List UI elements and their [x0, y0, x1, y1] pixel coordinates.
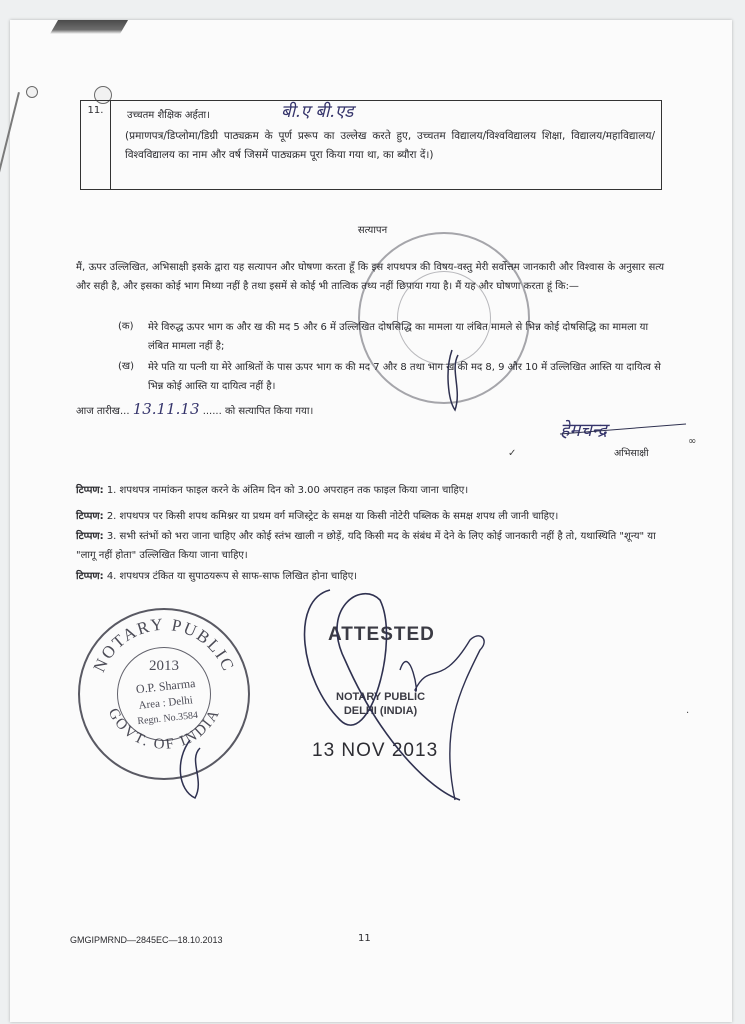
note-tag: टिप्पण: — [76, 511, 104, 522]
attestation-date: 13 NOV 2013 — [312, 740, 439, 761]
handwritten-qualification: बी.ए बी.एड — [281, 102, 354, 122]
note-2 — [76, 507, 664, 526]
date-prefix: आज तारीख — [76, 406, 120, 417]
verification-date-line: आज तारीख... 13.11.13 ...... को सत्यापित किया गया। — [76, 400, 314, 418]
seal-area: Area : Delhi — [138, 694, 194, 712]
seal-year: 2013 — [149, 658, 179, 674]
faded-seal-inner-ring — [397, 271, 491, 365]
item-label: उच्चतम शैक्षिक अर्हता। — [127, 110, 210, 121]
attestation-notary-label — [336, 690, 425, 718]
seal-top-text: NOTARY PUBLIC — [89, 614, 239, 675]
note-text: 2. शपथपत्र पर किसी शपथ कमिश्नर या प्रथम वर्ग मजिस्ट्रेट के समक्ष या किसी नोटेरी पब्लिक के समक्ष शपथ ली जानी चाहिए। — [106, 511, 559, 522]
note-1 — [76, 481, 664, 500]
note-3 — [76, 527, 664, 565]
clause-kha-text: मेरे पति या पत्नी या मेरे आश्रितों के पास ऊपर भाग क की मद 7 और 8 तथा भाग ख की मद 8, 9 और 10 में उल्लिखित आस्ति या दायित्व से भिन्न कोई आस्ति या दायित्व नहीं है। — [148, 362, 661, 392]
deponent-label: अभिसाक्षी — [614, 448, 649, 459]
note-text: 1. शपथपत्र नामांकन फाइल करने के अंतिम दिन को 3.00 अपराहन तक फाइल किया जाना चाहिए। — [106, 485, 469, 496]
attestation-line-1: NOTARY PUBLIC — [336, 691, 426, 703]
seal-bottom-text: GOVT. OF INDIA — [104, 705, 224, 753]
seal-name: O.P. Sharma — [135, 675, 196, 697]
faded-notary-seal — [358, 232, 530, 404]
note-tag: टिप्पण: — [76, 571, 104, 582]
deponent-signature: हेमचन्द्र — [560, 420, 607, 441]
notary-seal-stamp — [78, 608, 250, 780]
verification-heading: सत्यापन — [357, 225, 388, 236]
punch-hole — [26, 86, 38, 98]
scan-corner-fold — [50, 20, 128, 34]
note-tag: टिप्पण: — [76, 531, 104, 542]
attested-stamp: ATTESTED — [328, 624, 435, 645]
note-text: 3. सभी स्तंभों को भरा जाना चाहिए और कोई स्तंभ खाली न छोड़ें, यदि किसी मद के संबंध में देने के लिए कोई जानकारी नहीं है तो, यथास्थिति "शून्य" या "लागू नहीं होता" उल्लिखित किया जाना चाहिए। — [76, 531, 656, 561]
seal-regn: Regn. No.3584 — [136, 709, 199, 728]
note-4 — [76, 567, 664, 586]
item-instruction: (प्रमाणपत्र/डिप्लोमा/डिग्री पाठ्यक्रम के पूर्ण प्ररूप का उल्लेख करते हुए, उच्चतम विद्यालय/विश्वविद्यालय शिक्षा, विद्यालय/महाविद्यालय/विश्वविद्यालय का नाम और वर्ष जिसमें पाठ्यक्रम पूरा किया गया था, का ब्यौरा दें।) — [125, 130, 655, 161]
clause-kha-tag: (ख) — [118, 361, 134, 372]
item-box — [80, 100, 662, 190]
item-number: 11. — [81, 101, 111, 189]
page-number: 11 — [358, 933, 371, 944]
date-suffix: ...... को सत्यापित किया गया। — [202, 406, 314, 417]
handwritten-date: 13.11.13 — [132, 400, 200, 418]
clause-ka-text: मेरे विरुद्ध ऊपर भाग क और ख की मद 5 और 6 में उल्लिखित दोषसिद्धि का मामला या लंबित मामले से भिन्न कोई दोषसिद्धि का मामला या लंबित मामला नहीं है; — [148, 322, 649, 352]
note-text: 4. शपथपत्र टंकित या सुपाठयरूप से साफ-साफ लिखित होना चाहिए। — [106, 571, 358, 582]
attestation-line-2: DELHI (INDIA) — [343, 705, 418, 717]
note-tag: टिप्पण: — [76, 485, 104, 496]
seal-ring-text — [78, 608, 250, 780]
clause-ka-tag: (क) — [118, 321, 134, 332]
verification-paragraph: मैं, ऊपर उल्लिखित, अभिसाक्षी इसके द्वारा यह सत्यापन और घोषणा करता हूँ कि इस शपथपत्र की विषय-वस्तु मेरी सर्वोत्तम जानकारी और विश्वास के अनुसार सत्य और सही है, और इसका कोई भाग मिथ्या नहीं है तथा इसमें से कोई भी तात्विक तथ्य नहीं छिपाया गया है। मैं यह और घोषणा करता हूं कि:— — [76, 262, 664, 292]
footer-print-code: GMGIPMRND—2845EC—18.10.2013 — [70, 935, 223, 945]
